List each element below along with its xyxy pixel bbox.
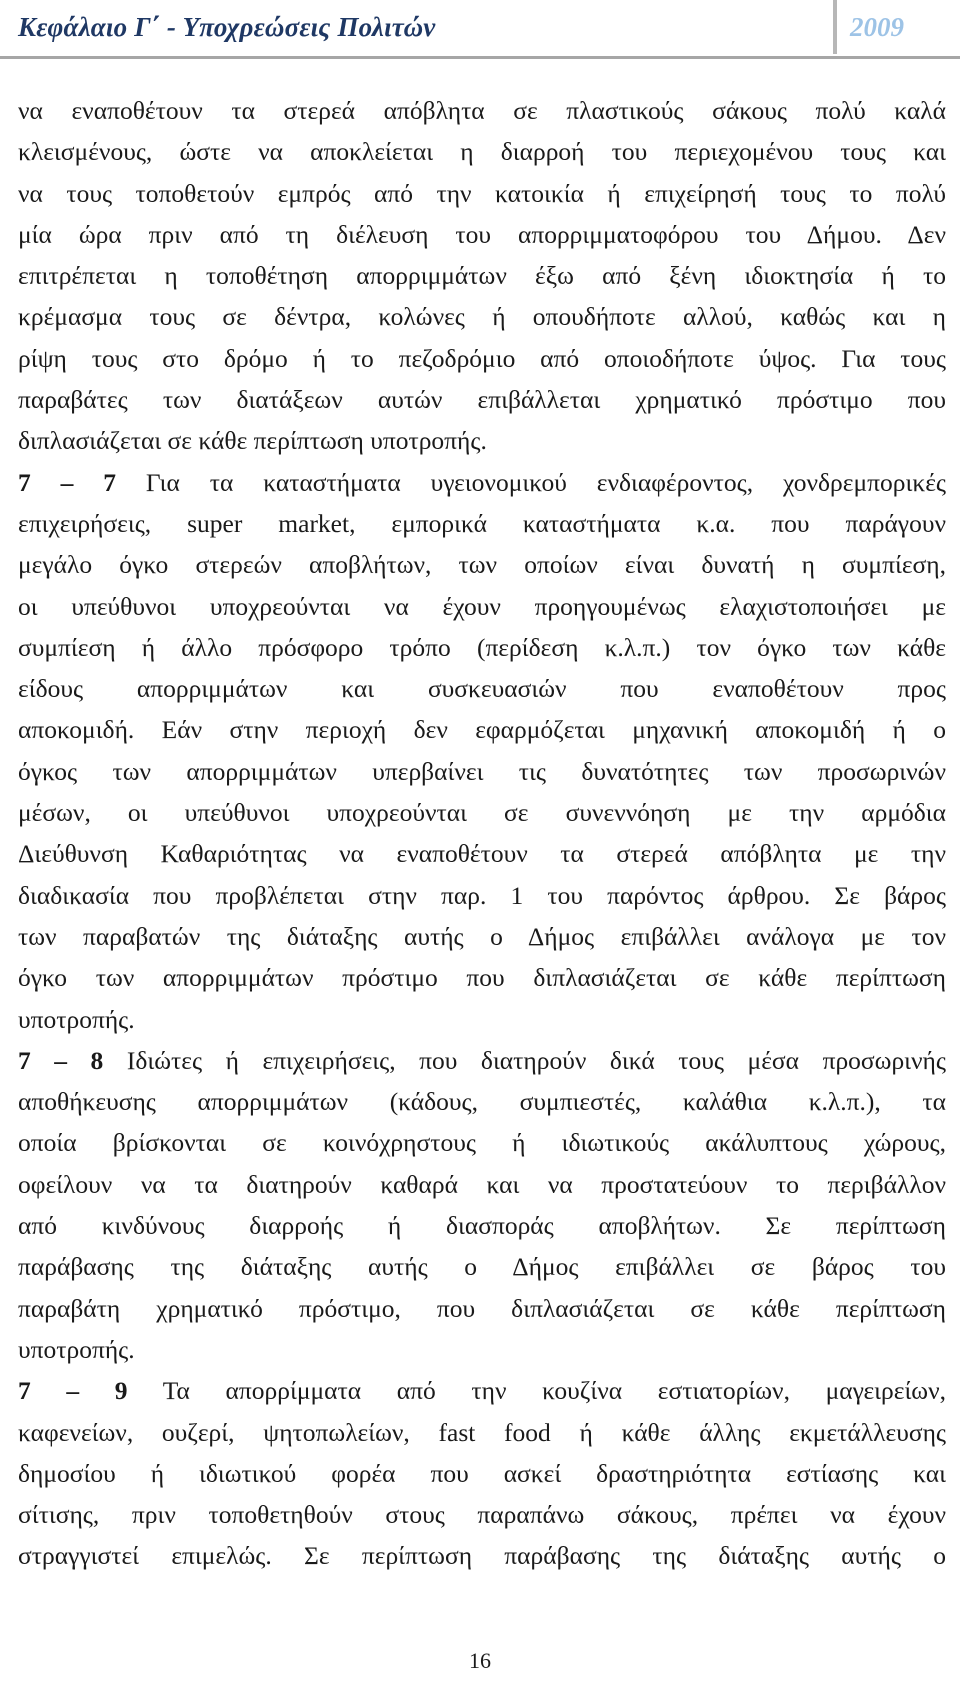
line-text: των παραβατών της διάταξης αυτής ο Δήμος επιβάλλει ανάλογα με τον (18, 921, 946, 951)
text-line (18, 214, 946, 255)
line-text: επιτρέπεται η τοποθέτηση απορριμμάτων έξω από ξένη ιδιοκτησία ή το (18, 261, 946, 291)
article-number: 7 – 7 (18, 467, 116, 497)
line-text: παράβασης της διάταξης αυτής ο Δήμος επιβάλλει σε βάρος του (18, 1252, 946, 1282)
text-line (18, 1205, 946, 1246)
line-text: καφενείων, ουζερί, ψητοπωλείων, fast food ή κάθε άλλης εκμετάλλευσης (18, 1417, 946, 1447)
text-line (18, 1329, 946, 1370)
text-line (18, 1288, 946, 1329)
body-text (18, 90, 946, 1577)
line-text: οι υπεύθυνοι υποχρεούνται να έχουν προηγουμένως ελαχιστοποιήσει με (18, 591, 946, 621)
line-text: παραβάτες των διατάξεων αυτών επιβάλλεται χρηματικό πρόστιμο που (18, 385, 946, 415)
line-text: Ιδιώτες ή επιχειρήσεις, που διατηρούν δικά τους μέσα προσωρινής (103, 1045, 946, 1075)
text-line (18, 1453, 946, 1494)
line-text: κλεισμένους, ώστε να αποκλείεται η διαρροή του περιεχομένου τους και (18, 137, 946, 167)
text-line (18, 668, 946, 709)
page-header (0, 0, 960, 62)
line-text: είδους απορριμμάτων και συσκευασιών που εναποθέτουν προς (18, 674, 946, 704)
text-line (18, 173, 946, 214)
text-line (18, 833, 946, 874)
article-line (18, 462, 946, 503)
text-line (18, 875, 946, 916)
line-text: αποκομιδή. Εάν στην περιοχή δεν εφαρμόζεται μηχανική αποκομιδή ή ο (18, 715, 946, 745)
line-text: μέσων, οι υπεύθυνοι υποχρεούνται σε συνεννόηση με την αρμόδια (18, 798, 946, 828)
text-line (18, 1412, 946, 1453)
text-line (18, 916, 946, 957)
line-text: επιχειρήσεις, super market, εμπορικά καταστήματα κ.α. που παράγουν (18, 508, 946, 538)
line-text: υποτροπής. (18, 1334, 135, 1364)
article-line (18, 1040, 946, 1081)
text-line (18, 338, 946, 379)
text-line (18, 90, 946, 131)
line-text: διπλασιάζεται σε κάθε περίπτωση υποτροπής. (18, 426, 487, 456)
article-number: 7 – 9 (18, 1376, 128, 1406)
header-rule (0, 56, 960, 59)
line-text: παραβάτη χρηματικό πρόστιμο, που διπλασιάζεται σε κάθε περίπτωση (18, 1293, 946, 1323)
text-line (18, 1164, 946, 1205)
line-text: δημοσίου ή ιδιωτικού φορέα που ασκεί δραστηριότητα εστίασης και (18, 1458, 946, 1488)
text-line (18, 503, 946, 544)
line-text: όγκος των απορριμμάτων υπερβαίνει τις δυνατότητες των προσωρινών (18, 756, 946, 786)
text-line (18, 751, 946, 792)
text-line (18, 586, 946, 627)
text-line (18, 1535, 946, 1576)
text-line (18, 379, 946, 420)
line-text: μία ώρα πριν από τη διέλευση του απορριμματοφόρου του Δήμου. Δεν (18, 219, 946, 249)
text-line (18, 131, 946, 172)
text-line (18, 1122, 946, 1163)
line-text: Τα απορρίμματα από την κουζίνα εστιατορίων, μαγειρείων, (127, 1376, 946, 1406)
page-number: 16 (469, 1648, 491, 1673)
line-text: κρέμασμα τους σε δέντρα, κολώνες ή οπουδήποτε αλλού, καθώς και η (18, 302, 946, 332)
line-text: όγκο των απορριμμάτων πρόστιμο που διπλασιάζεται σε κάθε περίπτωση (18, 963, 946, 993)
text-line (18, 999, 946, 1040)
text-line (18, 296, 946, 337)
text-line (18, 1081, 946, 1122)
line-text: μεγάλο όγκο στερεών αποβλήτων, των οποίων είναι δυνατή η συμπίεση, (18, 550, 946, 580)
line-text: στραγγιστεί επιμελώς. Σε περίπτωση παράβασης της διάταξης αυτής ο (18, 1541, 946, 1571)
line-text: οφείλουν να τα διατηρούν καθαρά και να προστατεύουν το περιβάλλον (18, 1169, 946, 1199)
header-divider (833, 0, 837, 54)
text-line (18, 792, 946, 833)
line-text: συμπίεση ή άλλο πρόσφορο τρόπο (περίδεση κ.λ.π.) τον όγκο των κάθε (18, 632, 946, 662)
article-line (18, 1370, 946, 1411)
text-line (18, 1246, 946, 1287)
text-line (18, 709, 946, 750)
header-year: 2009 (850, 12, 904, 42)
line-text: οποία βρίσκονται σε κοινόχρηστους ή ιδιωτικούς ακάλυπτους χώρους, (18, 1128, 946, 1158)
line-text: σίτισης, πριν τοποθετηθούν στους παραπάνω σάκους, πρέπει να έχουν (18, 1500, 946, 1530)
chapter-title: Κεφάλαιο Γ΄ - Υποχρεώσεις Πολιτών (18, 12, 436, 42)
text-line (18, 1494, 946, 1535)
line-text: να εναποθέτουν τα στερεά απόβλητα σε πλαστικούς σάκους πολύ καλά (18, 96, 946, 125)
text-line (18, 544, 946, 585)
line-text: Για τα καταστήματα υγειονομικού ενδιαφέροντος, χονδρεμπορικές (115, 467, 946, 497)
line-text: υποτροπής. (18, 1004, 135, 1034)
text-line (18, 255, 946, 296)
line-text: να τους τοποθετούν εμπρός από την κατοικία ή επιχείρησή τους το πολύ (18, 178, 946, 208)
text-line (18, 420, 946, 461)
line-text: αποθήκευσης απορριμμάτων (κάδους, συμπιεστές, καλάθια κ.λ.π.), τα (18, 1087, 946, 1117)
line-text: διαδικασία που προβλέπεται στην παρ. 1 του παρόντος άρθρου. Σε βάρος (18, 880, 946, 910)
line-text: ρίψη τους στο δρόμο ή το πεζοδρόμιο από οποιοδήποτε ύψος. Για τους (18, 343, 946, 373)
text-line (18, 957, 946, 998)
line-text: από κινδύνους διαρροής ή διασποράς αποβλήτων. Σε περίπτωση (18, 1211, 946, 1241)
article-number: 7 – 8 (18, 1045, 104, 1075)
line-text: Διεύθυνση Καθαριότητας να εναποθέτουν τα στερεά απόβλητα με την (18, 839, 946, 869)
text-line (18, 627, 946, 668)
